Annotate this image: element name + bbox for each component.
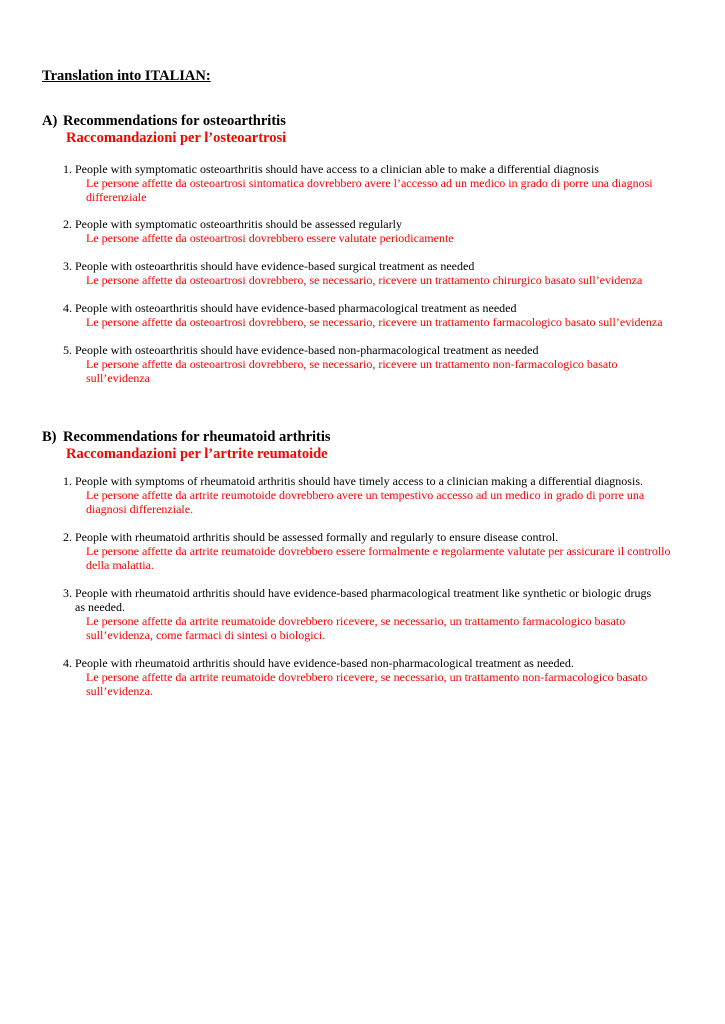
section-heading xyxy=(42,113,692,130)
recommendation-item xyxy=(63,162,683,204)
item-english-text: People with rheumatoid arthritis should have evidence-based non-pharmacological treatment as needed. xyxy=(75,656,574,670)
recommendation-item xyxy=(63,259,683,287)
recommendation-item xyxy=(63,586,683,642)
recommendation-italian: Le persone affette da osteoartrosi dovrebbero, se necessario, ricevere un trattamento non-farmacologico basato sull’evidenza xyxy=(86,357,618,385)
recommendation-italian: Le persone affette da artrite reumatoide dovrebbero ricevere, se necessario, un trattamento farmacologico basato sull’evidenza, come farmaci di sintesi o biologici. xyxy=(86,614,626,642)
item-english-text: People with osteoarthritis should have evidence-based surgical treatment as needed xyxy=(75,259,475,273)
recommendation-item xyxy=(63,301,683,329)
item-english-text: People with symptoms of rheumatoid arthritis should have timely access to a clinician making a differential diagnosis. xyxy=(75,474,643,488)
document-title: Translation into ITALIAN: xyxy=(42,68,211,84)
recommendation-italian: Le persone affette da osteoartrosi dovrebbero essere valutate periodicamente xyxy=(86,231,454,245)
section-heading-italian: Raccomandazioni per l’artrite reumatoide xyxy=(66,446,328,462)
recommendation-english xyxy=(63,162,683,176)
item-english-continuation: as needed. xyxy=(75,600,125,614)
recommendation-item xyxy=(63,474,683,516)
recommendation-english xyxy=(63,217,683,231)
item-english-text: People with rheumatoid arthritis should have evidence-based pharmacological treatment like synthetic or biologic drugs xyxy=(75,586,652,600)
item-number: 4. xyxy=(63,656,72,670)
item-number: 3. xyxy=(63,259,72,273)
recommendation-english xyxy=(63,474,683,488)
recommendation-italian: Le persone affette da artrite reumatoide dovrebbero essere formalmente e regolarmente valutate per assicurare il controllo della malattia. xyxy=(86,544,671,572)
recommendation-english xyxy=(63,530,683,544)
recommendation-italian: Le persone affette da osteoartrosi dovrebbero, se necessario, ricevere un trattamento chirurgico basato sull’evidenza xyxy=(86,273,643,287)
recommendation-english xyxy=(63,259,683,273)
section-letter: A) xyxy=(42,113,58,129)
item-english-text: People with symptomatic osteoarthritis should have access to a clinician able to make a differential diagnosis xyxy=(75,162,599,176)
item-number: 1. xyxy=(63,474,72,488)
section-rheumatoid-arthritis xyxy=(42,429,692,463)
recommendation-italian: Le persone affette da osteoartrosi sintomatica dovrebbero avere l’accesso ad un medico in grado di porre una diagnosi differenziale xyxy=(86,176,653,204)
section-heading-text: Recommendations for osteoarthritis xyxy=(63,113,286,129)
item-number: 4. xyxy=(63,301,72,315)
recommendation-italian: Le persone affette da artrite reumotoide dovrebbero avere un tempestivo accesso ad un medico in grado di porre una diagnosi differenziale. xyxy=(86,488,645,516)
section-heading xyxy=(42,429,692,446)
recommendation-italian: Le persone affette da osteoartrosi dovrebbero, se necessario, ricevere un trattamento farmacologico basato sull’evidenza xyxy=(86,315,663,329)
recommendation-item xyxy=(63,656,683,698)
recommendation-italian: Le persone affette da artrite reumatoide dovrebbero ricevere, se necessario, un trattamento non-farmacologico basato sull’evidenza. xyxy=(86,670,648,698)
section-letter: B) xyxy=(42,429,57,445)
section-osteoarthritis xyxy=(42,113,692,147)
item-english-text: People with symptomatic osteoarthritis should be assessed regularly xyxy=(75,217,402,231)
recommendation-english xyxy=(63,343,683,357)
recommendation-english xyxy=(63,586,683,614)
item-number: 1. xyxy=(63,162,72,176)
recommendation-item xyxy=(63,343,683,385)
item-english-text: People with osteoarthritis should have evidence-based non-pharmacological treatment as needed xyxy=(75,343,539,357)
item-english-text: People with osteoarthritis should have evidence-based pharmacological treatment as needed xyxy=(75,301,517,315)
section-heading-italian: Raccomandazioni per l’osteoartrosi xyxy=(66,130,287,146)
recommendation-item xyxy=(63,530,683,572)
recommendation-english xyxy=(63,656,683,670)
item-english-text: People with rheumatoid arthritis should be assessed formally and regularly to ensure disease control. xyxy=(75,530,559,544)
section-heading-text: Recommendations for rheumatoid arthritis xyxy=(63,429,331,445)
item-number: 2. xyxy=(63,217,72,231)
recommendation-english xyxy=(63,301,683,315)
item-number: 3. xyxy=(63,586,72,600)
item-number: 2. xyxy=(63,530,72,544)
item-number: 5. xyxy=(63,343,72,357)
recommendation-item xyxy=(63,217,683,245)
